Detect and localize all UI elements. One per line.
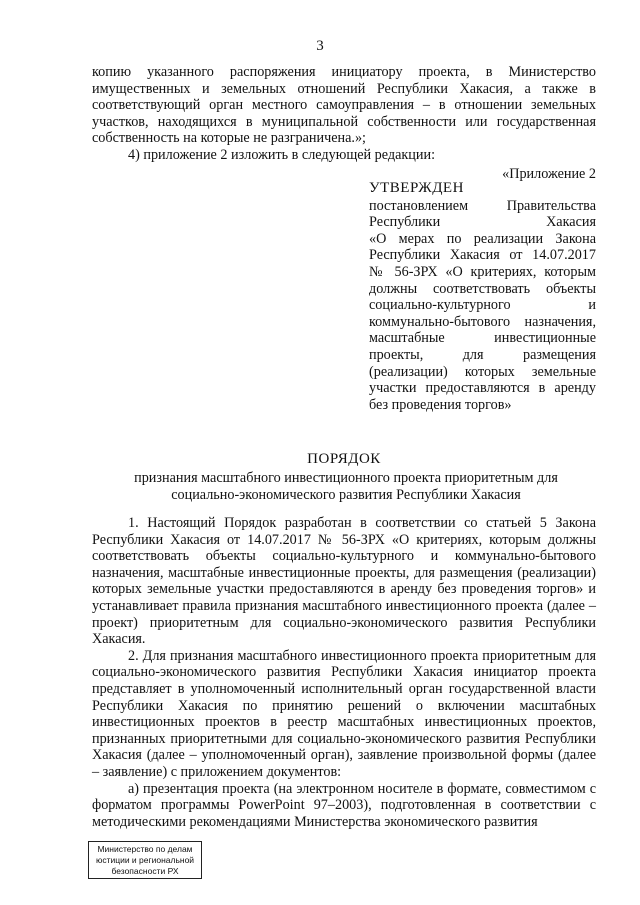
stamp-line: юстиции и региональной: [95, 855, 195, 865]
approval-line: (реализации) которых земельные: [369, 363, 596, 380]
approval-line: Республики Хакасия: [369, 214, 596, 231]
document-subtitle: признания масштабного инвестиционного проекта приоритетным для социально-экономического развития Республики Хакасия: [134, 470, 558, 503]
paragraph-1: 1. Настоящий Порядок разработан в соответствии со статьей 5 Закона Республики Хакасия от 14.07.2017 № 56-ЗРХ «О критериях, которым должны соответствовать объекты социально-культурного и коммунально-бытового назначения, масштабные инвестиционные проекты, для размещения (реализации) которых земельные участки предоставляются в аренду без проведения торгов» и устанавливает правила признания масштабного инвестиционного проекта (далее – проект) приоритетным для социально-экономического развития Республики Хакасия.: [92, 515, 596, 648]
approval-line: без проведения торгов»: [369, 396, 512, 413]
stamp-line: Министерство по делам: [97, 844, 193, 854]
approval-line: участки предоставляются в аренду: [369, 380, 596, 397]
intro-paragraph: копию указанного распоряжения инициатору проекта, в Министерство имущественных и земельных отношений Республики Хакасия, а также в соответствующий орган местного самоуправления – в отношении земельных участков, находящихся в муниципальной собственности или государственная собственность на которые не разграничена.»;: [92, 64, 596, 147]
approval-line: Республики Хакасия от 14.07.2017: [369, 247, 596, 264]
stamp-line: безопасности РХ: [111, 866, 179, 876]
approval-line: «О мерах по реализации Закона: [369, 230, 596, 247]
main-text: [92, 515, 596, 830]
approval-line: социально-культурного и: [369, 297, 596, 314]
document-title: ПОРЯДОК: [307, 451, 381, 467]
paragraph-2: 2. Для признания масштабного инвестиционного проекта приоритетным для социально-экономического развития Республики Хакасия инициатор проекта представляет в уполномоченный исполнительный орган государственной власти Республики Хакасия по принятию решений о включении масштабных инвестиционных проектов в реестр масштабных инвестиционных проектов, признанных приоритетными для социально-экономического развития Республики Хакасия (далее – уполномоченный орган), заявление произвольной формы (далее – заявление) с приложением документов:: [92, 647, 596, 780]
item-4: 4) приложение 2 изложить в следующей редакции:: [128, 146, 436, 163]
approval-line: коммунально-бытового назначения,: [369, 313, 596, 330]
item-a: а) презентация проекта (на электронном носителе в формате, совместимом с форматом программы PowerPoint 97–2003), подготовленная в соответствии с методическими рекомендациями Министерства экономического развития: [92, 780, 596, 830]
approval-block: [369, 180, 596, 413]
page-number: 3: [316, 38, 324, 54]
approval-line: № 56-ЗРХ «О критериях, которым: [369, 263, 596, 280]
appendix-label: «Приложение 2: [502, 165, 596, 182]
intro-block: [92, 64, 596, 182]
approval-line: масштабные инвестиционные: [369, 330, 596, 347]
approval-lines: [369, 198, 596, 414]
approval-line: должны соответствовать объекты: [369, 280, 596, 297]
approved-title: УТВЕРЖДЕН: [369, 180, 464, 196]
approval-line: постановлением Правительства: [369, 197, 596, 214]
approval-line: проекты, для размещения: [369, 346, 596, 363]
registration-stamp: [88, 841, 202, 879]
